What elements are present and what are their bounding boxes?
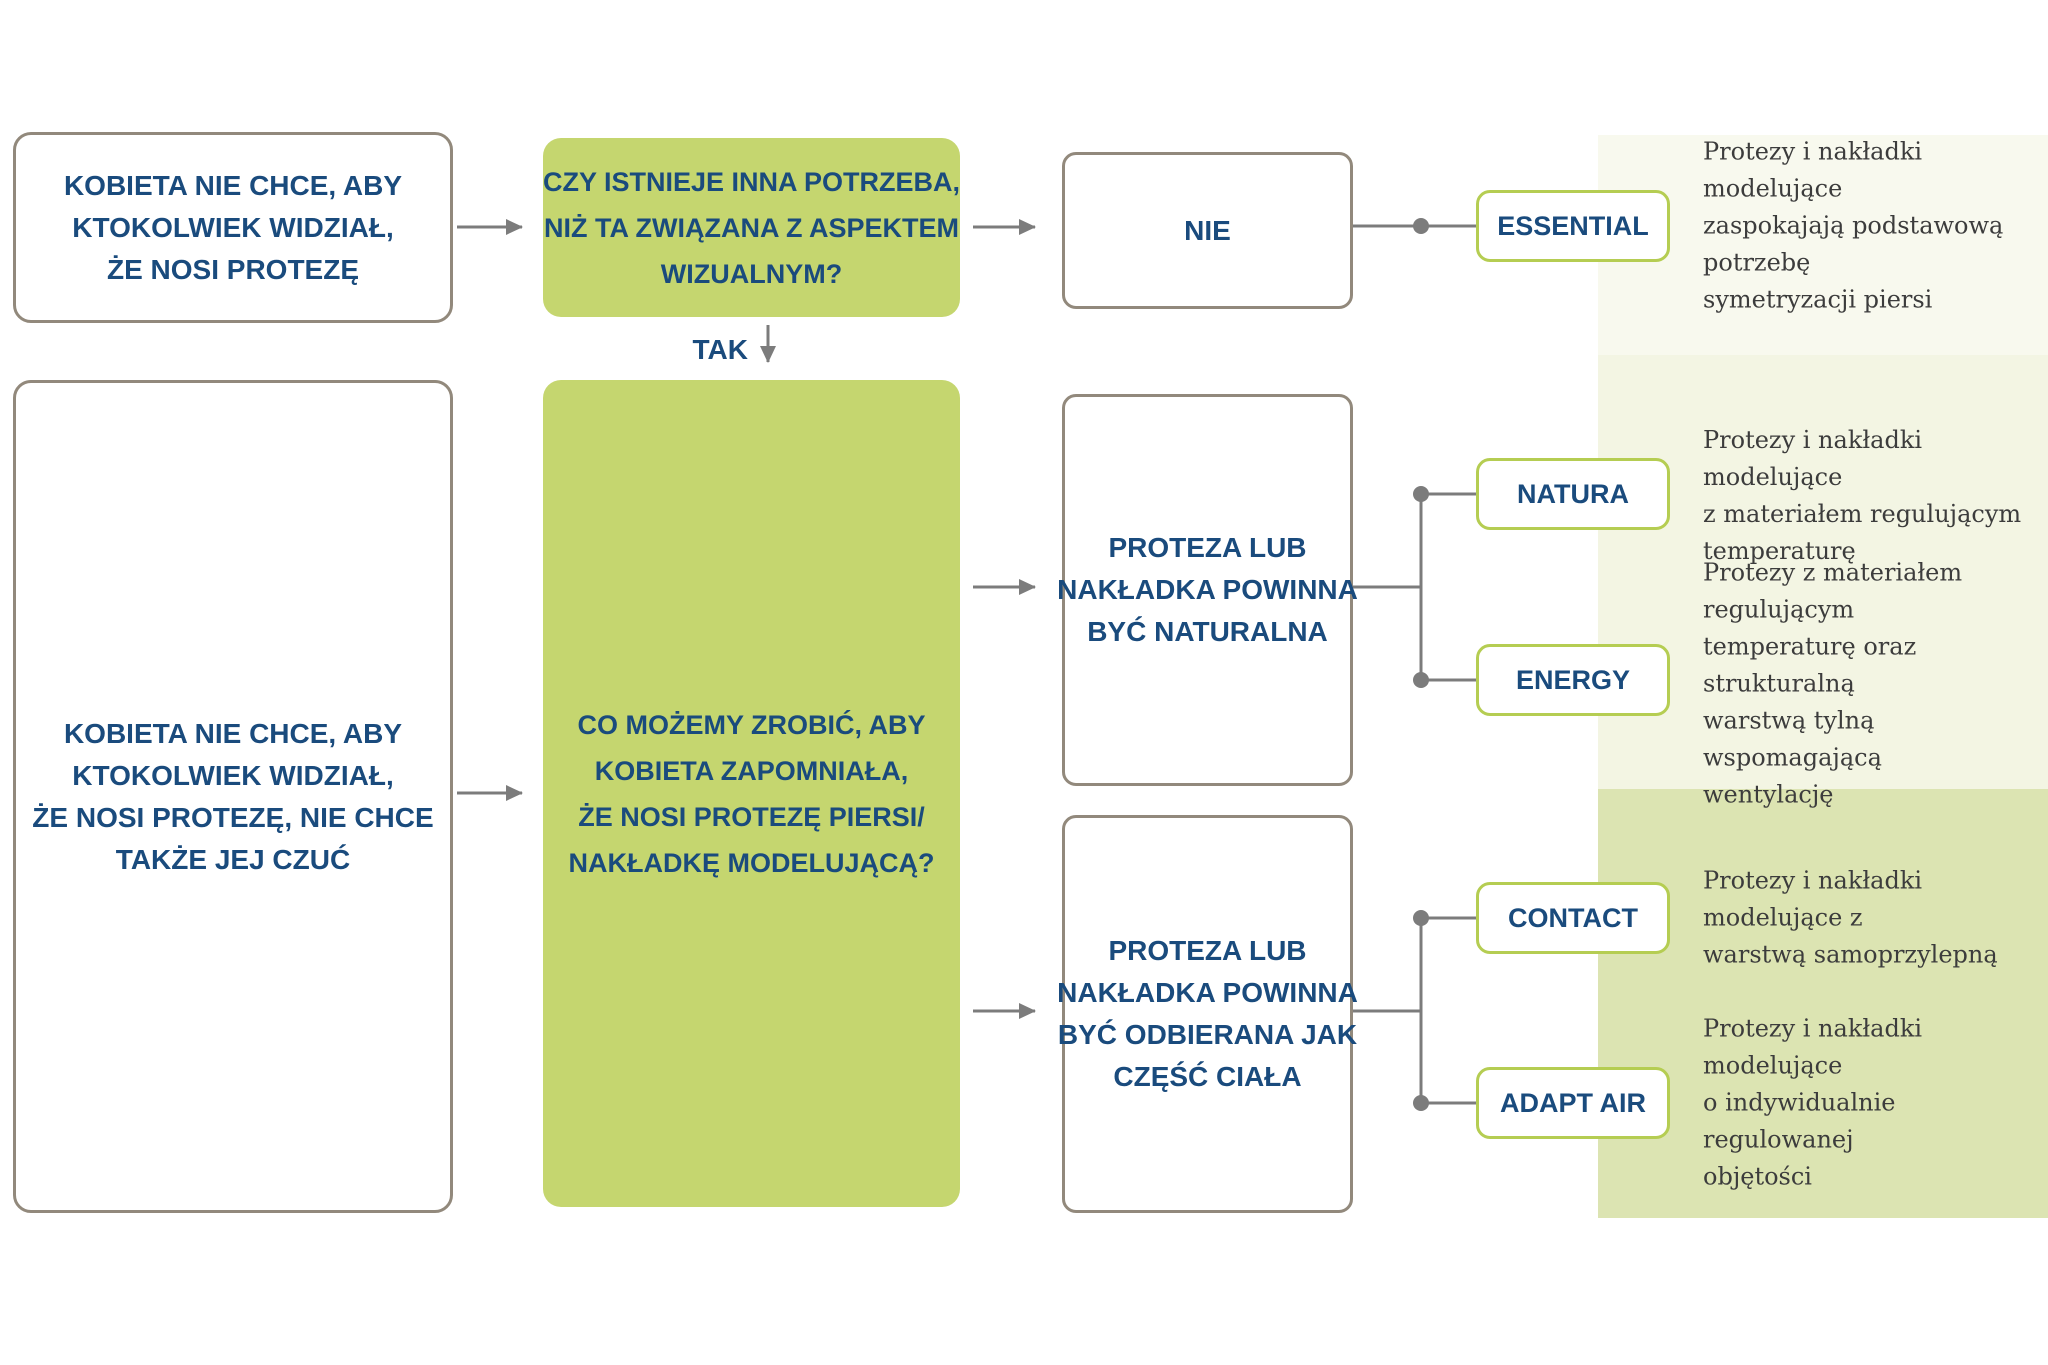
product-description-energy bbox=[1703, 555, 2048, 814]
connector-dot bbox=[1413, 486, 1429, 502]
description-line: zaspokajają podstawową potrzebę bbox=[1703, 211, 2004, 277]
node-text-line: ŻE NOSI PROTEZĘ bbox=[106, 253, 360, 285]
node-text-line: KTOKOLWIEK WIDZIAŁ, bbox=[72, 759, 394, 791]
description-line: Protezy z materiałem regulującym bbox=[1703, 558, 1963, 624]
node-text-line: ŻE NOSI PROTEZĘ, NIE CHCE bbox=[32, 801, 434, 833]
answer-yes-label: TAK bbox=[692, 334, 748, 365]
description-line: temperaturę oraz strukturalną bbox=[1703, 632, 1917, 698]
node-text-line: NAKŁADKA POWINNA bbox=[1057, 977, 1358, 1008]
product-description-adapt-air bbox=[1703, 1011, 2048, 1196]
node-text-line: CZĘŚĆ CIAŁA bbox=[1113, 1061, 1302, 1092]
description-line: objętości bbox=[1703, 1162, 1812, 1191]
description-line: o indywidualnie regulowanej bbox=[1703, 1088, 1896, 1154]
node-question-forget bbox=[543, 380, 960, 1207]
node-hidden-feel bbox=[13, 380, 453, 1213]
node-text-line: KOBIETA ZAPOMNIAŁA, bbox=[594, 755, 909, 786]
node-text-line: WIZUALNYM? bbox=[660, 258, 843, 289]
node-text-line: TAKŻE JEJ CZUĆ bbox=[115, 843, 351, 875]
node-text-line: NAKŁADKĘ MODELUJĄCĄ? bbox=[568, 847, 935, 878]
connector-dot bbox=[1413, 218, 1429, 234]
node-text-line: PROTEZA LUB bbox=[1108, 935, 1307, 966]
node-text-line: BYĆ ODBIERANA JAK bbox=[1057, 1019, 1358, 1050]
description-line: Protezy i nakładki modelujące bbox=[1703, 137, 1923, 203]
product-description-natura bbox=[1703, 422, 2048, 570]
product-pill-natura[interactable]: NATURA bbox=[1476, 458, 1670, 530]
product-pill-adapt-air[interactable]: ADAPT AIR bbox=[1476, 1067, 1670, 1139]
node-text-line: CZY ISTNIEJE INNA POTRZEBA, bbox=[542, 166, 961, 197]
node-text-line: KTOKOLWIEK WIDZIAŁ, bbox=[72, 211, 394, 243]
node-hidden-visual bbox=[13, 132, 453, 323]
description-line: z materiałem regulującym bbox=[1703, 500, 2022, 528]
node-text-line: KOBIETA NIE CHCE, ABY bbox=[63, 717, 403, 749]
product-description-essential bbox=[1703, 134, 2048, 319]
product-pill-energy[interactable]: ENERGY bbox=[1476, 644, 1670, 716]
connector-dot bbox=[1413, 910, 1429, 926]
description-line: temperaturę bbox=[1703, 537, 1856, 565]
node-question-other-need bbox=[543, 138, 960, 317]
node-text-line: NIŻ TA ZWIĄZANA Z ASPEKTEM bbox=[544, 212, 959, 243]
node-text-line: NIE bbox=[1184, 214, 1231, 246]
product-description-contact bbox=[1703, 863, 2048, 974]
node-text-line: PROTEZA LUB bbox=[1108, 532, 1307, 563]
connector-dot bbox=[1413, 672, 1429, 688]
node-text-line: NAKŁADKA POWINNA bbox=[1057, 574, 1358, 605]
description-line: symetryzacji piersi bbox=[1703, 285, 1933, 314]
node-text-line: ŻE NOSI PROTEZĘ PIERSI/ bbox=[578, 801, 925, 832]
description-line: wentylację bbox=[1703, 780, 1834, 809]
description-line: warstwą samoprzylepną bbox=[1703, 940, 1998, 969]
description-line: Protezy i nakładki modelujące z bbox=[1703, 866, 1923, 932]
description-line: Protezy i nakładki modelujące bbox=[1703, 426, 1923, 491]
node-text-line: BYĆ NATURALNA bbox=[1087, 616, 1328, 647]
product-pill-contact[interactable]: CONTACT bbox=[1476, 882, 1670, 954]
product-pill-essential[interactable]: ESSENTIAL bbox=[1476, 190, 1670, 262]
node-text-line: CO MOŻEMY ZROBIĆ, ABY bbox=[577, 709, 926, 740]
node-answer-no bbox=[1062, 152, 1353, 309]
node-requirement-natural bbox=[1057, 394, 1358, 786]
description-line: Protezy i nakładki modelujące bbox=[1703, 1014, 1923, 1080]
description-line: warstwą tylną wspomagającą bbox=[1703, 706, 1882, 772]
node-requirement-body-part bbox=[1057, 815, 1358, 1213]
node-text-line: KOBIETA NIE CHCE, ABY bbox=[63, 169, 403, 201]
connector-dot bbox=[1413, 1095, 1429, 1111]
